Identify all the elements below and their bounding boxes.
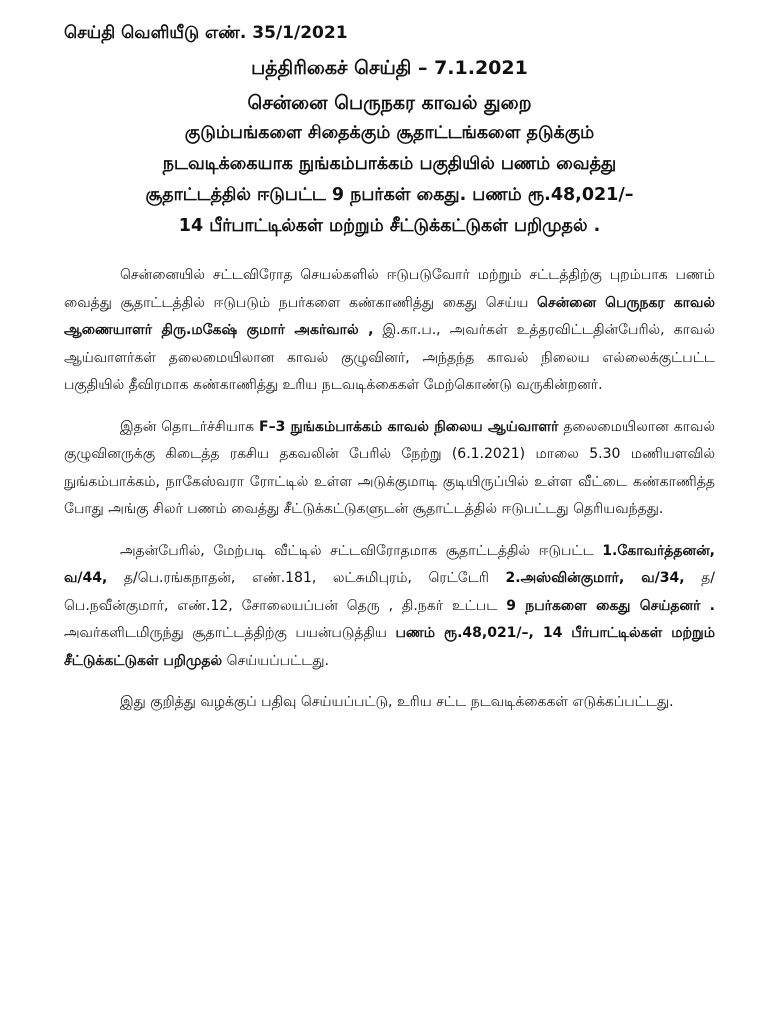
paragraph-instructions [64,262,715,400]
arrest-count: 9 நபர்களை கைது செய்தனர் . [506,597,715,614]
paragraph-text: செய்யப்பட்டது. [222,652,329,669]
headline-line: சூதாட்டத்தில் ஈடுபட்ட 9 நபர்கள் கைது. பணம் ரூ.48,021/– [145,185,634,205]
seized-items: பணம் ரூ.48,021/–, 14 பீர்பாட்டில்கள் மற்றும் சீட்டுக்கட்டுகள் பறிமுதல் [64,625,715,669]
paragraph-text: தலைமையிலான காவல் குழுவினருக்கு கிடைத்த ரகசிய தகவலின் பேரில் நேற்று (6.1.2021) மாலை 5.30 மணியளவில் நுங்கம்பாக்கம், நாகேஸ்வரா ரோட்டில் உள்ள அடுக்குமாடி குடியிருப்பில் உள்ள வீட்டை கண்காணித்த போது அங்கு சிலர் பணம் வைத்து சீட்டுக்கட்டுகளுடன் சூதாட்டத்தில் ஈடுபட்டது தெரியவந்தது. [64,418,715,517]
headline-line: நடவடிக்கையாக நுங்கம்பாக்கம் பகுதியில் பணம் வைத்து [162,154,617,174]
department-name: சென்னை பெருநகர காவல் துறை [247,92,532,114]
paragraph-text: த/பெ.ரங்கநாதன், எண்.181, லட்சுமிபுரம், ரெட்டேரி [107,570,506,586]
commissioner-name: சென்னை பெருநகர காவல் ஆணையாளர் திரு.மகேஷ் குமார் அகர்வால் , [64,294,716,338]
paragraph-arrest [64,538,715,676]
headline-block [64,54,715,242]
release-number: செய்தி வெளியீடு எண். 35/1/2021 [64,23,348,43]
paragraph-text: த/பெ.நவீன்குமார், எண்.12, சோலையப்பன் தெரு , தி.நகர் உட்பட [64,570,715,614]
accused-2: 2.அஸ்வின்குமார், வ/34, [505,570,685,586]
paragraph-text: சென்னையில் சட்டவிரோத செயல்களில் ஈடுபடுவோர் மற்றும் சட்டத்திற்கு புறம்பாக பணம் வைத்து சூதாட்டத்தில் ஈடுபடும் நபர்களை கண்காணித்து கைது செய்ய [64,267,715,311]
headline-line: 14 பீர்பாட்டில்கள் மற்றும் சீட்டுக்கட்டுகள் பறிமுதல் . [178,216,601,236]
paragraph-text: இ.கா.ப., அவர்கள் உத்தரவிட்டதின்பேரில், காவல் ஆய்வாளர்கள் தலைமையிலான காவல் குழுவினர், அந்தந்த காவல் நிலைய எல்லைக்குட்பட்ட பகுதியில் தீவிரமாக கண்காணித்து உரிய நடவடிக்கைகள் மேற்கொண்டு வருகின்றனர். [64,322,715,393]
paragraph-text: இதன் தொடர்ச்சியாக [120,418,259,435]
paragraph-case-registered [64,689,715,717]
press-release-date: பத்திரிகைச் செய்தி – 7.1.2021 [251,57,528,79]
accused-1: 1.கோவர்த்தனன், வ/44, [64,542,715,586]
paragraph-investigation [64,414,715,524]
paragraph-text: அதன்பேரில், மேற்படி வீட்டில் சட்டவிரோதமாக சூதாட்டத்தில் ஈடுபட்ட [120,542,603,559]
police-station-inspector: F–3 நுங்கம்பாக்கம் காவல் நிலைய ஆய்வாளர் [259,418,559,435]
paragraph-text: இது குறித்து வழக்குப் பதிவு செய்யப்பட்டு, உரிய சட்ட நடவடிக்கைகள் எடுக்கப்பட்டது. [120,694,674,710]
headline-line: குடும்பங்களை சிதைக்கும் சூதாட்டங்களை தடுக்கும் [184,123,595,143]
paragraph-text: அவர்களிடமிருந்து சூதாட்டத்திற்கு பயன்படுத்திய [64,625,396,641]
